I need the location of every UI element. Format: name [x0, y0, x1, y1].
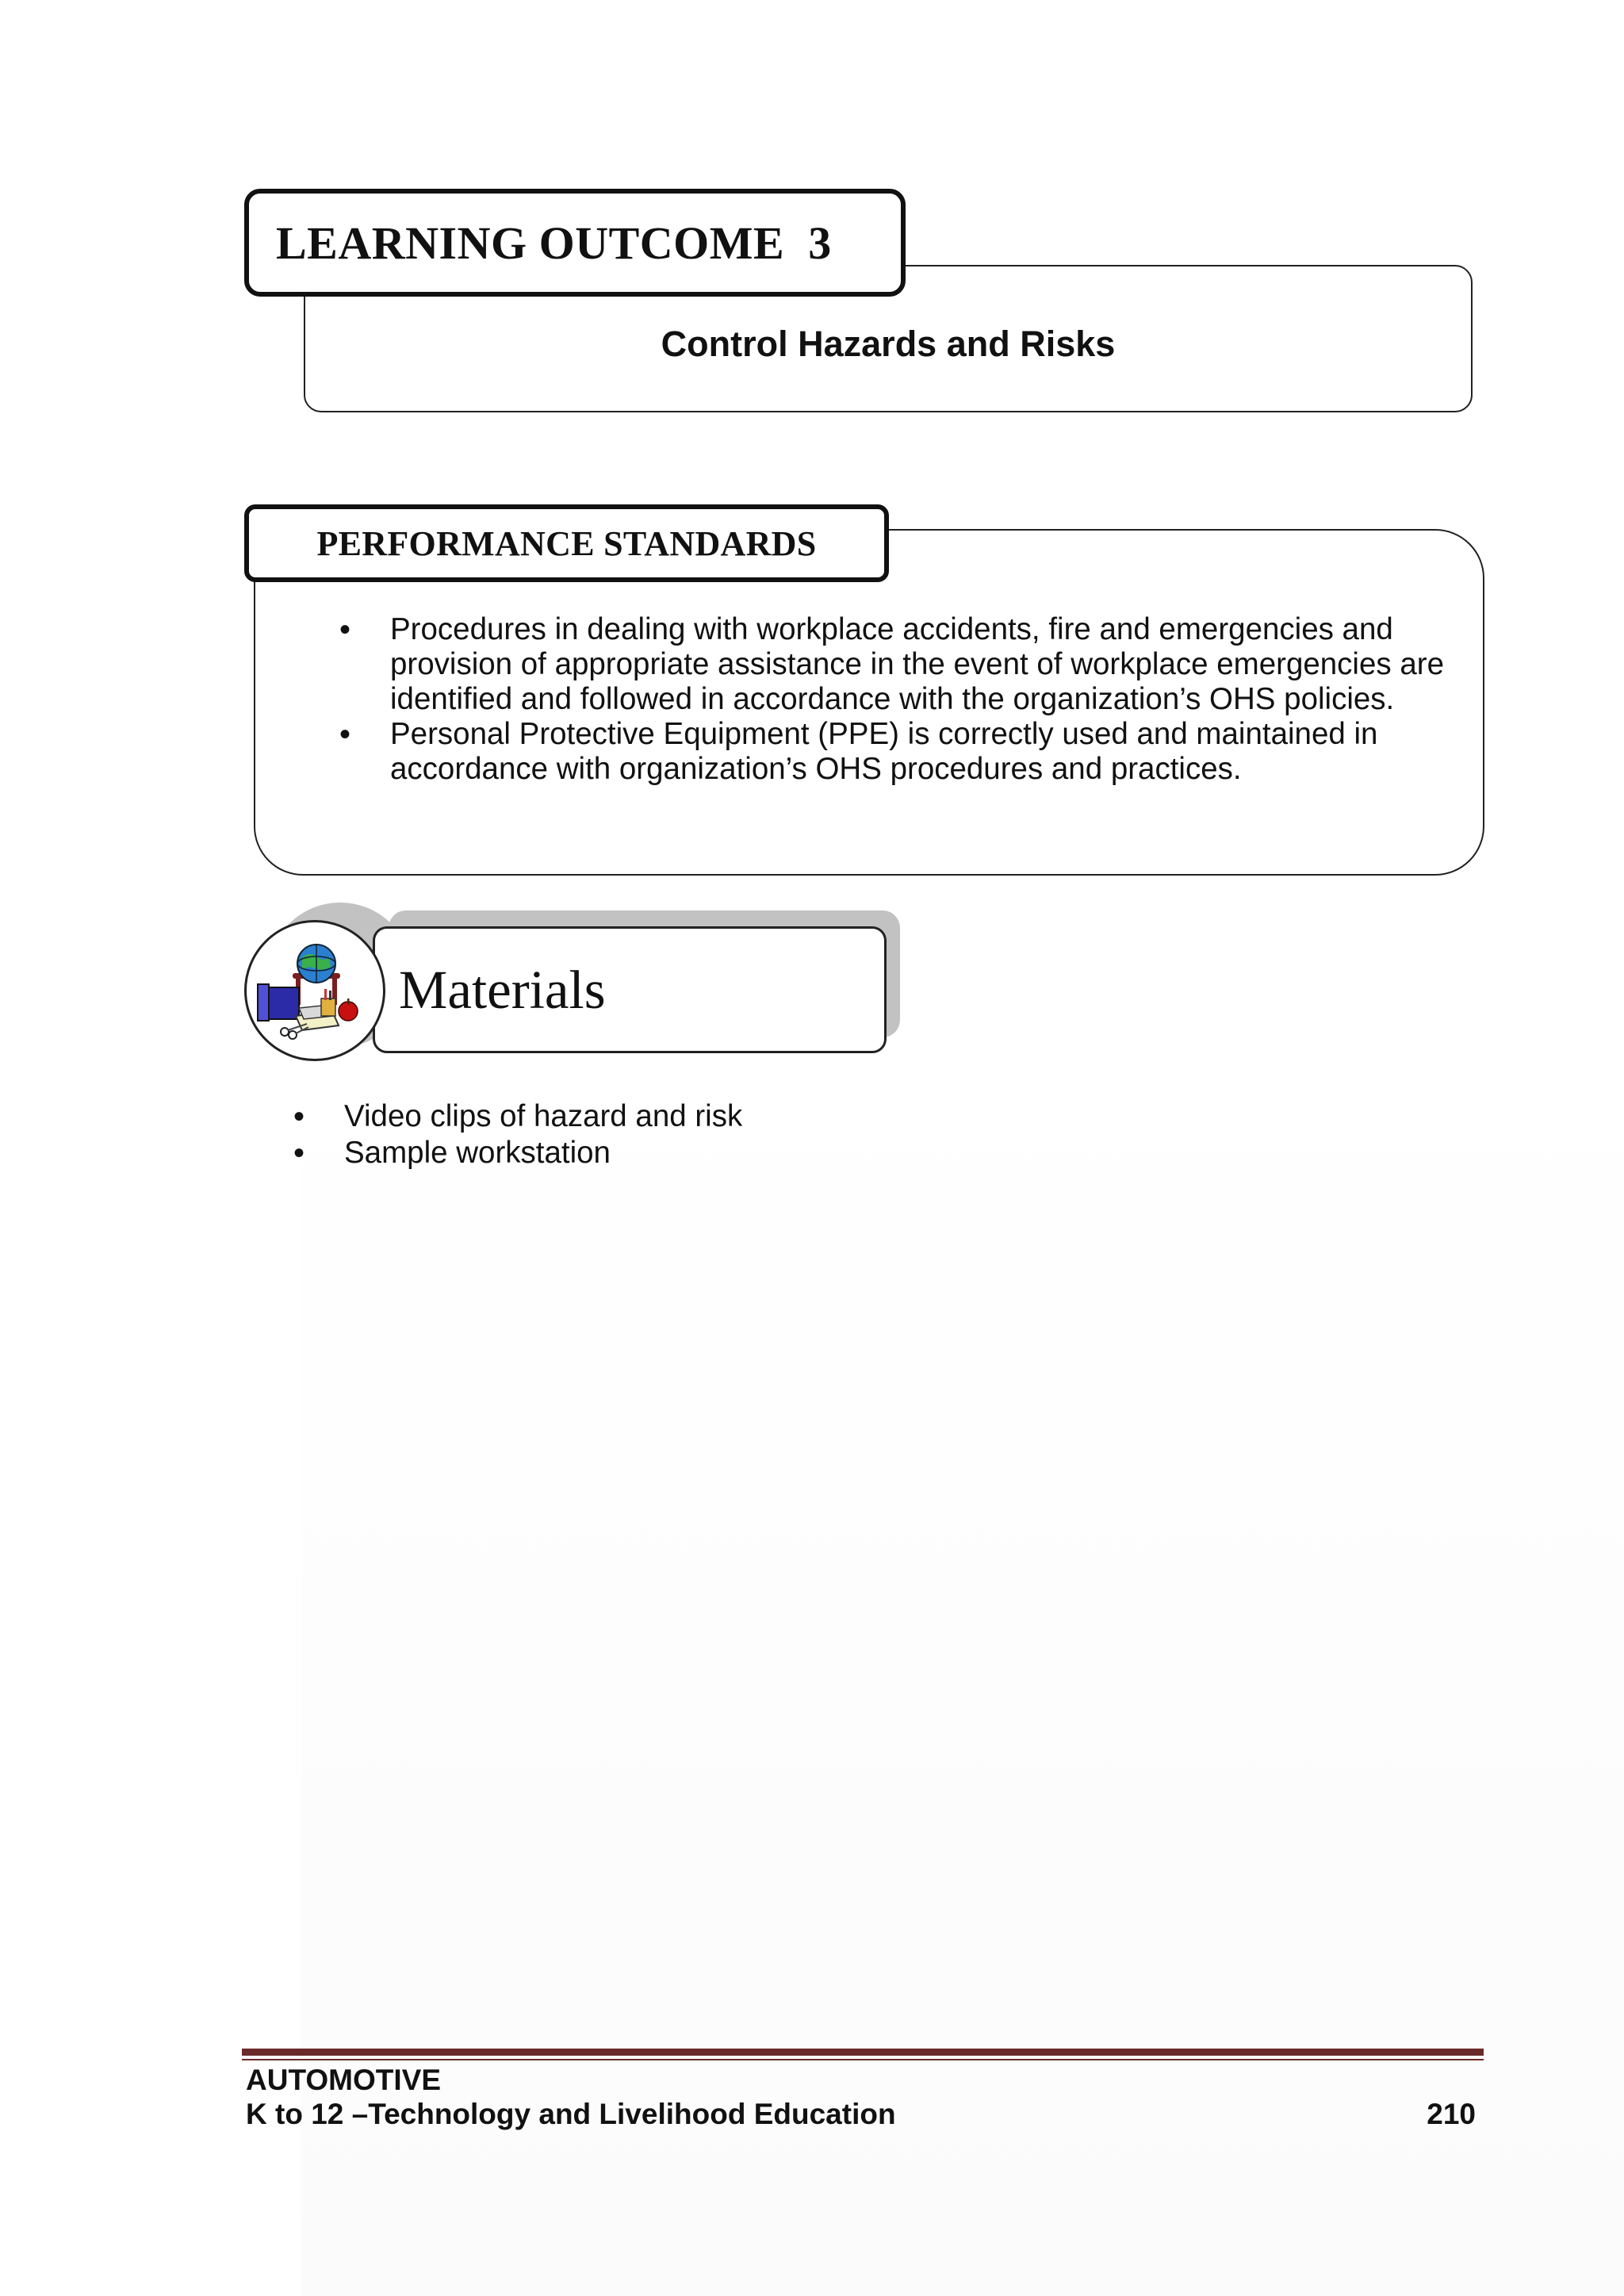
- performance-standards-list: [331, 612, 1457, 787]
- materials-clipart-icon: [244, 920, 385, 1061]
- materials-title: Materials: [399, 959, 606, 1020]
- footer-rule: [242, 2049, 1484, 2056]
- footer-rule-thin: [242, 2059, 1484, 2060]
- page-number: 210: [1427, 2098, 1476, 2130]
- learning-outcome-title-box: [244, 189, 906, 297]
- material-item: • Video clips of hazard and risk: [293, 1098, 742, 1135]
- performance-standards-title: PERFORMANCE STANDARDS: [316, 523, 817, 563]
- material-item: • Sample workstation: [293, 1135, 742, 1171]
- learning-outcome-title: LEARNING OUTCOME 3: [276, 217, 832, 269]
- footer-subject: AUTOMOTIVE: [246, 2064, 441, 2096]
- performance-standard-item: • Procedures in dealing with workplace accidents, fire and emergencies and provision of appropriate assistance in the event of workplace emergencies are identified and followed in accordance with the organization’s OHS policies.: [331, 612, 1457, 717]
- performance-standard-item: • Personal Protective Equipment (PPE) is correctly used and maintained in accordance with organization’s OHS procedures and practices.: [331, 717, 1457, 787]
- materials-clipart-svg: [247, 922, 383, 1059]
- footer-program: K to 12 –Technology and Livelihood Education: [246, 2098, 896, 2130]
- materials-title-box: [373, 926, 887, 1053]
- performance-standards-title-box: [244, 504, 889, 582]
- learning-outcome-subtitle: Control Hazards and Risks: [661, 324, 1116, 364]
- materials-list: [293, 1098, 742, 1171]
